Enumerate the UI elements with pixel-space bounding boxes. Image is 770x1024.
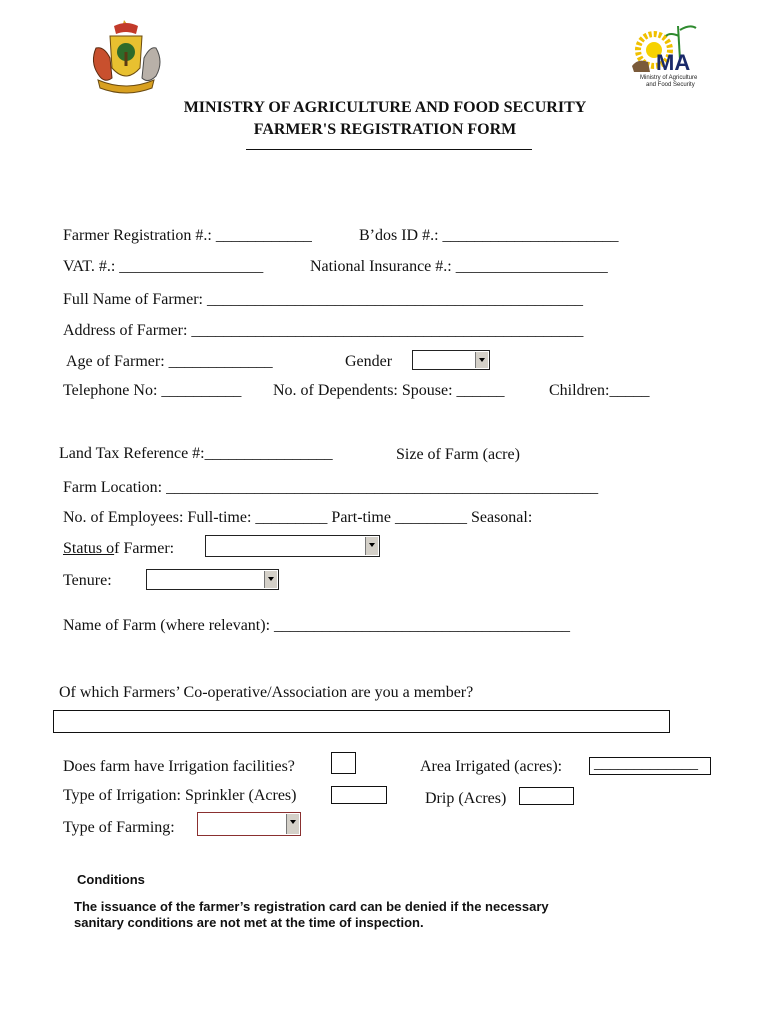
employees-field[interactable]: No. of Employees: Full-time: _________ Part-time _________ Seasonal: (63, 509, 533, 526)
status-of-farmer-label (63, 540, 174, 558)
gender-label: Gender (345, 353, 393, 370)
conditions-heading: Conditions (77, 872, 145, 887)
status-underlined-text: Status o (63, 540, 115, 557)
tenure-label: Tenure: (63, 572, 112, 589)
dependents-children-field[interactable]: Children:_____ (549, 382, 650, 399)
irrigation-facilities-checkbox[interactable] (331, 752, 356, 774)
full-name-field[interactable]: Full Name of Farmer: _______________________________________________ (63, 291, 583, 308)
gender-dropdown[interactable] (412, 350, 490, 370)
address-field[interactable]: Address of Farmer: _________________________________________________ (63, 322, 584, 339)
conditions-text-line1: The issuance of the farmer’s registration card can be denied if the necessary (74, 899, 549, 914)
farmer-registration-number-field[interactable]: Farmer Registration #.: ____________ (63, 227, 312, 244)
barbados-coat-of-arms-logo (86, 18, 166, 98)
drip-acres-label: Drip (Acres) (425, 790, 507, 807)
conditions-text-line2: sanitary conditions are not met at the time of inspection. (74, 915, 424, 930)
type-of-farming-label: Type of Farming: (63, 819, 175, 836)
type-of-farming-dropdown[interactable] (197, 812, 301, 836)
vat-number-field[interactable]: VAT. #.: __________________ (63, 258, 264, 275)
farm-size-label: Size of Farm (acre) (396, 446, 520, 463)
chevron-down-icon (365, 537, 378, 555)
ministry-ma-logo (626, 20, 702, 90)
sprinkler-acres-input[interactable] (331, 786, 387, 804)
ministry-title: MINISTRY OF AGRICULTURE AND FOOD SECURITY (183, 99, 587, 116)
area-irrigated-label: Area Irrigated (acres): (420, 758, 563, 775)
status-rest-text: f Farmer: (114, 540, 175, 557)
age-field[interactable]: Age of Farmer: _____________ (66, 353, 273, 370)
logo-caption-line1: Ministry of Agriculture (640, 75, 698, 81)
status-of-farmer-dropdown[interactable] (205, 535, 380, 557)
bdos-id-field[interactable]: B’dos ID #.: ______________________ (359, 227, 619, 244)
chevron-down-icon (475, 352, 488, 368)
chevron-down-icon (286, 814, 299, 834)
title-underline (246, 149, 532, 150)
farm-location-field[interactable]: Farm Location: ______________________________________________________ (63, 479, 599, 496)
area-irrigated-input[interactable] (589, 757, 711, 775)
irrigation-type-sprinkler-label: Type of Irrigation: Sprinkler (Acres) (63, 787, 297, 804)
drip-acres-input[interactable] (519, 787, 574, 805)
dependents-spouse-field[interactable]: No. of Dependents: Spouse: ______ (273, 382, 505, 399)
national-insurance-field[interactable]: National Insurance #.: ___________________ (310, 258, 608, 275)
form-title: FARMER'S REGISTRATION FORM (253, 121, 517, 138)
tenure-dropdown[interactable] (146, 569, 279, 590)
area-irrigated-line: _____________ (594, 755, 698, 772)
telephone-field[interactable]: Telephone No: __________ (63, 382, 242, 399)
farm-name-field[interactable]: Name of Farm (where relevant): _____________________________________ (63, 617, 571, 634)
logo-ma-text: MA (656, 50, 691, 75)
logo-caption-line2: and Food Security (646, 82, 695, 88)
irrigation-facilities-question: Does farm have Irrigation facilities? (63, 758, 295, 775)
chevron-down-icon (264, 571, 277, 588)
cooperative-question: Of which Farmers’ Co-operative/Association are you a member? (59, 684, 474, 701)
land-tax-reference-field[interactable]: Land Tax Reference #:________________ (59, 445, 333, 462)
cooperative-input[interactable] (53, 710, 670, 733)
